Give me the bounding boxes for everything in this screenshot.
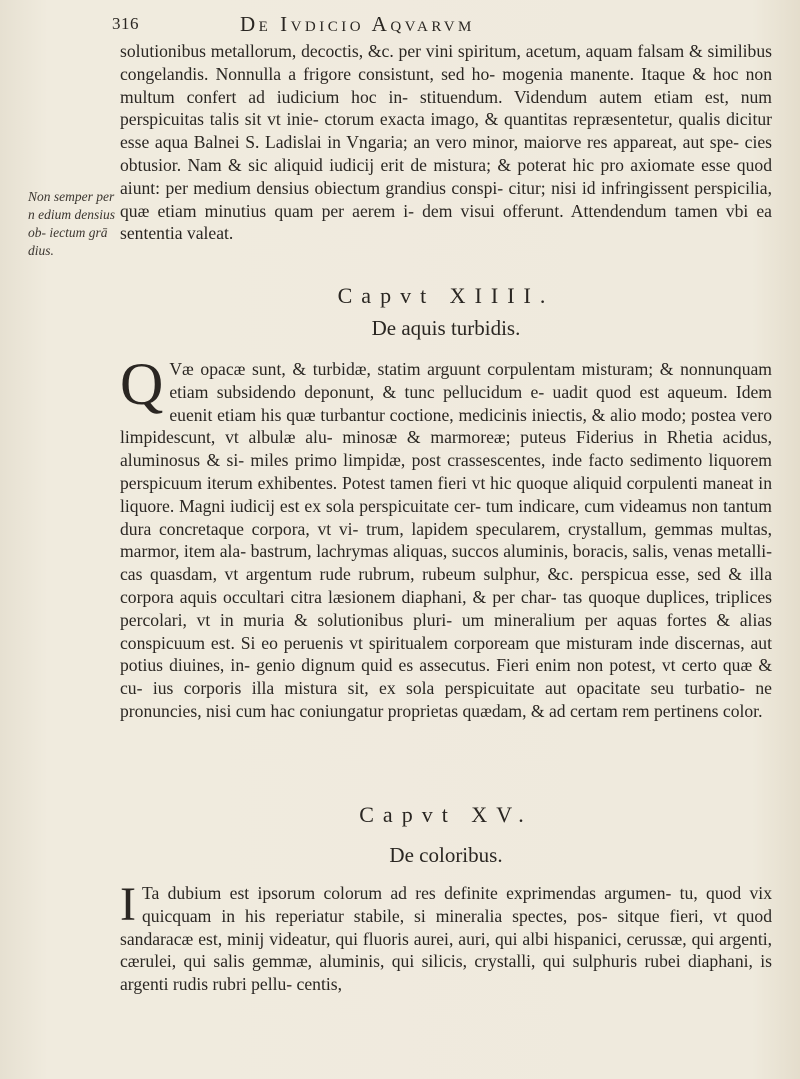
running-head: De Ivdicio Aqvarvm <box>240 12 475 36</box>
margin-note: Non semper per n edium densius ob- iectum grā dius. <box>28 189 115 258</box>
paragraph-3-text: Ta dubium est ipsorum colorum ad res definite exprimendas argumen- tu, quod vix quicquam in his reperiatur stabile, si mineralia spectes, pos- sitque fieri, vt quod sandaracæ est, minij videatur, qui fluoris aurei, auri, qui albi hispanici, cerussæ, qui argenti, cærulei, qui salis gemmæ, aluminis, qui silicis, crystalli, qui sulphuris rubei diaphani, is argenti rudis rubri pellu- centis, <box>120 883 772 995</box>
drop-cap-q: Q <box>120 351 164 417</box>
paragraph-2 <box>120 351 772 723</box>
paragraph-1-text: solutionibus metallorum, decoctis, &c. per vini spiritum, acetum, aquam falsam & similibus congelandis. Nonnulla a frigore consistunt, sed ho- mogenia manente. Itaque & hoc non multum confert ad iudicium hoc in- stituendum. Videndum autem etiam est, num perspicuitas talis sit vt inie- ctorum exacta imago, & quantitas repræsentetur, qualis dicitur esse aqua Balnei S. Ladislai in Vngaria; an vero minor, maiorve res appareat, aut spe- cies obtusior. Nam & sic aliquid iudicij erit de mistura; & poterat hic pro axiomate esse quod aiunt: per medium densius obiectum grandius conspi- citur; nisi id infringissent perspicilia, quæ etiam minutius quam per aerem i- dem visui offerunt. Attendendum tamen vbi ea sententia valeat. <box>120 41 772 244</box>
chapter-15-label: Capvt XV. <box>359 802 533 827</box>
drop-cap-i: I <box>120 878 136 931</box>
chapter-15-title: De coloribus. <box>389 843 503 867</box>
page-header <box>112 8 772 38</box>
paragraph-2-text: Væ opacæ sunt, & turbidæ, statim arguunt corpulentam misturam; & nonnunquam etiam subsidendo deponunt, & tunc pellucidum e- uadit quod est aqueum. Idem euenit etiam his quæ turbantur coctione, medicinis iniectis, & alio modo; postea vero limpidescunt, vt albulæ alu- minosæ & marmoreæ; puteus Fiderius in Rhetia acidus, aluminosus & si- miles primo limpidæ, post crassescentes, inde facto sedimento liquorem perspicuum iterum exhibentes. Potest tamen fieri vt hic quoque aliquid corpulenti maneat in liquore. Magni iudicij est ex sola perspicuitate cer- tum indicare, cum videamus non tantum dura concretaque corpora, vt vi- trum, lapidem specularem, crystallum, gemmas multas, marmor, item ala- bastrum, lachrymas aliquas, succos aluminis, boracis, salis, venas metalli- cas quasdam, vt argentum rude rubrum, rubeum sulphur, &c. perspicua esse, sed & illa corpora aquis occultari citra læsionem diaphani, & per char- tas quoque duplices, triplices percolari, vt in muria & solutionibus pluri- um mineralium per aquas fortes & alias conspicuum est. Si eo peruenis vt spiritualem corpoream que misturam inde discernas, aut potius diuines, in- genio dignum quid es assecutus. Fieri enim non potest, vt certo quæ & cu- ius corporis illa mistura sit, ex sola perspicuitate aut opacitate seu turbatio- ne pronuncies, nisi cum hac coniungatur proprietas quædam, & ad certam rem pertinens color. <box>120 359 772 721</box>
page-number: 316 <box>112 14 139 33</box>
paragraph-3 <box>120 878 772 996</box>
chapter-14-title: De aquis turbidis. <box>371 316 521 340</box>
paragraph-1 <box>120 40 772 245</box>
chapter-14-label: Capvt XIIII. <box>337 283 555 308</box>
